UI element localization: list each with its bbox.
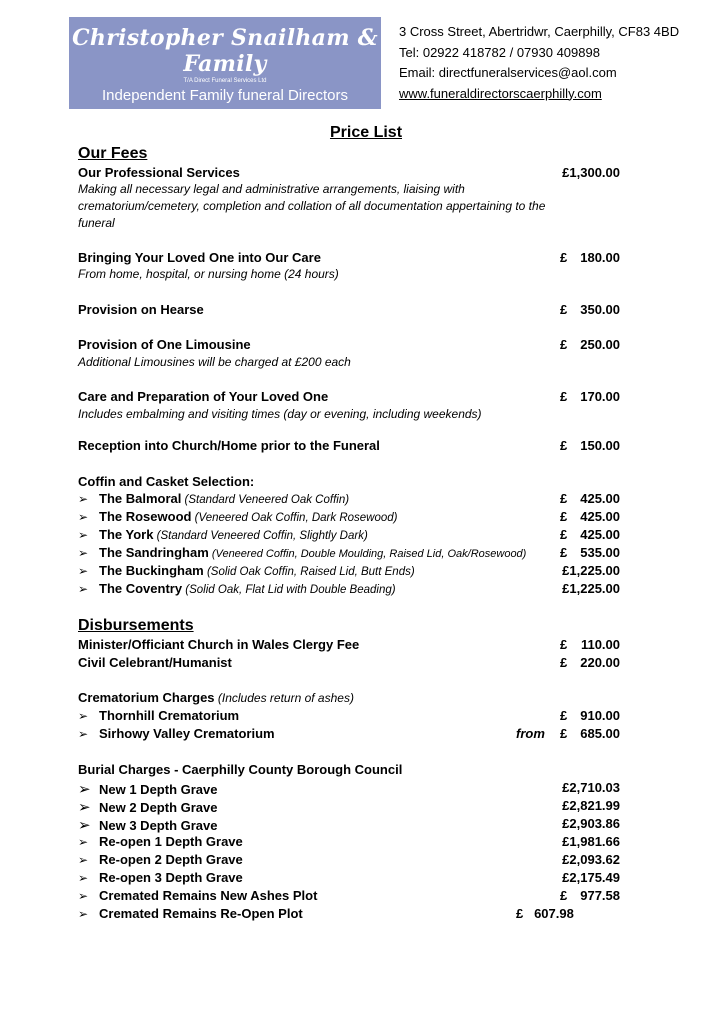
list-item: ➢ The York (Standard Veneered Coffin, Slightly Dark)	[78, 527, 368, 542]
crematorium-price: £ 910.00	[560, 708, 620, 723]
fee-professional-services: Our Professional Services	[78, 165, 240, 180]
company-logo	[69, 17, 381, 125]
fee-bringing-note: From home, hospital, or nursing home (24 hours)	[78, 267, 339, 281]
list-item: ➢ Re-open 2 Depth Grave	[78, 852, 243, 867]
arrow-bullet-icon: ➢	[78, 546, 89, 560]
arrow-bullet-icon: ➢	[78, 564, 89, 578]
list-item: ➢ The Buckingham (Solid Oak Coffin, Raised Lid, Butt Ends)	[78, 563, 415, 578]
arrow-bullet-icon: ➢	[78, 492, 89, 506]
arrow-bullet-icon: ➢	[78, 871, 89, 885]
coffin-price: £ 535.00	[560, 545, 620, 560]
arrow-bullet-icon: ➢	[78, 709, 89, 723]
fee-minister: Minister/Officiant Church in Wales Clergy Fee	[78, 637, 360, 652]
arrow-bullet-icon: ➢	[78, 799, 91, 816]
arrow-bullet-icon: ➢	[78, 727, 89, 741]
logo-title: Christopher Snailham & Family	[72, 25, 378, 77]
fee-care-note: Includes embalming and visiting times (day or evening, including weekends)	[78, 407, 482, 421]
fee-bringing-price: £ 180.00	[560, 250, 620, 265]
fee-celebrant-price: £ 220.00	[560, 655, 620, 670]
fee-limousine: Provision of One Limousine	[78, 337, 251, 352]
arrow-bullet-icon: ➢	[78, 835, 89, 849]
list-item: ➢ The Sandringham (Veneered Coffin, Double Moulding, Raised Lid, Oak/Rosewood)	[78, 545, 527, 560]
fee-reception: Reception into Church/Home prior to the Funeral	[78, 438, 380, 453]
arrow-bullet-icon: ➢	[78, 582, 89, 596]
section-heading-fees: Our Fees	[78, 145, 148, 162]
fee-limousine-note: Additional Limousines will be charged at £200 each	[78, 355, 351, 369]
burial-price: £ 977.58	[560, 888, 620, 903]
arrow-bullet-icon: ➢	[78, 889, 89, 903]
fee-professional-price: £1,300.00	[562, 165, 620, 180]
coffin-price: £1,225.00	[562, 563, 620, 578]
arrow-bullet-icon: ➢	[78, 510, 89, 524]
arrow-bullet-icon: ➢	[78, 781, 91, 798]
burial-price: £2,821.99	[562, 798, 620, 813]
burial-price: £2,175.49	[562, 870, 620, 885]
burial-price: £1,981.66	[562, 834, 620, 849]
fee-hearse: Provision on Hearse	[78, 302, 204, 317]
email: Email: directfuneralservices@aol.com	[399, 65, 617, 80]
list-item: ➢ Sirhowy Valley Crematorium	[78, 726, 275, 741]
burial-price: £2,093.62	[562, 852, 620, 867]
from-label: from	[516, 726, 545, 741]
fee-professional-note: Making all necessary legal and administrative arrangements, liaising with crematorium/cemetery, completion and collation of all documentation appertaining to the funeral	[78, 182, 546, 230]
arrow-bullet-icon: ➢	[78, 853, 89, 867]
page-title: Price List	[329, 124, 403, 141]
list-item: ➢ Cremated Remains New Ashes Plot	[78, 888, 318, 903]
logo-tagline: Independent Family funeral Directors	[102, 87, 348, 104]
fee-hearse-price: £ 350.00	[560, 302, 620, 317]
list-item: ➢ New 1 Depth Grave	[78, 781, 218, 798]
section-heading-disbursements: Disbursements	[78, 617, 194, 634]
crematorium-price: £ 685.00	[560, 726, 620, 741]
logo-subtitle: T/A Direct Funeral Services Ltd	[183, 78, 267, 84]
list-item: ➢ New 2 Depth Grave	[78, 799, 218, 816]
list-item: ➢ Re-open 3 Depth Grave	[78, 870, 243, 885]
fee-care-price: £ 170.00	[560, 389, 620, 404]
coffin-price: £1,225.00	[562, 581, 620, 596]
coffin-selection-heading: Coffin and Casket Selection:	[78, 474, 255, 489]
burial-price: £2,903.86	[562, 816, 620, 831]
telephone: Tel: 02922 418782 / 07930 409898	[399, 44, 600, 60]
logo-location: Caerphilly	[191, 108, 259, 125]
list-item: ➢ The Coventry (Solid Oak, Flat Lid with Double Beading)	[78, 581, 396, 596]
coffin-price: £ 425.00	[560, 491, 620, 506]
list-item: ➢ Cremated Remains Re-Open Plot	[78, 906, 303, 921]
contact-details	[399, 22, 679, 104]
arrow-bullet-icon: ➢	[78, 528, 89, 542]
burial-price: £2,710.03	[562, 780, 620, 795]
list-item: ➢ The Rosewood (Veneered Oak Coffin, Dark Rosewood)	[78, 509, 398, 524]
fee-celebrant: Civil Celebrant/Humanist	[78, 655, 232, 670]
burial-price-last: £ 607.98	[516, 906, 574, 921]
burial-heading: Burial Charges - Caerphilly County Borough Council	[78, 762, 403, 777]
list-item: ➢ The Balmoral (Standard Veneered Oak Coffin)	[78, 491, 350, 506]
arrow-bullet-icon: ➢	[78, 817, 91, 834]
arrow-bullet-icon: ➢	[78, 907, 89, 921]
website-link[interactable]: www.funeraldirectorscaerphilly.com	[399, 85, 602, 101]
coffin-price: £ 425.00	[560, 527, 620, 542]
address: 3 Cross Street, Abertridwr, Caerphilly, CF83 4BD	[399, 24, 680, 39]
list-item: ➢ New 3 Depth Grave	[78, 817, 218, 834]
list-item: ➢ Thornhill Crematorium	[78, 708, 240, 723]
coffin-price: £ 425.00	[560, 509, 620, 524]
fee-bringing: Bringing Your Loved One into Our Care	[78, 250, 321, 265]
fee-reception-price: £ 150.00	[560, 438, 620, 453]
fee-care: Care and Preparation of Your Loved One	[78, 389, 329, 404]
crematorium-heading: Crematorium Charges (Includes return of ashes)	[78, 690, 354, 705]
list-item: ➢ Re-open 1 Depth Grave	[78, 834, 243, 849]
fee-limousine-price: £ 250.00	[560, 337, 620, 352]
fee-minister-price: £ 110.00	[560, 637, 620, 652]
